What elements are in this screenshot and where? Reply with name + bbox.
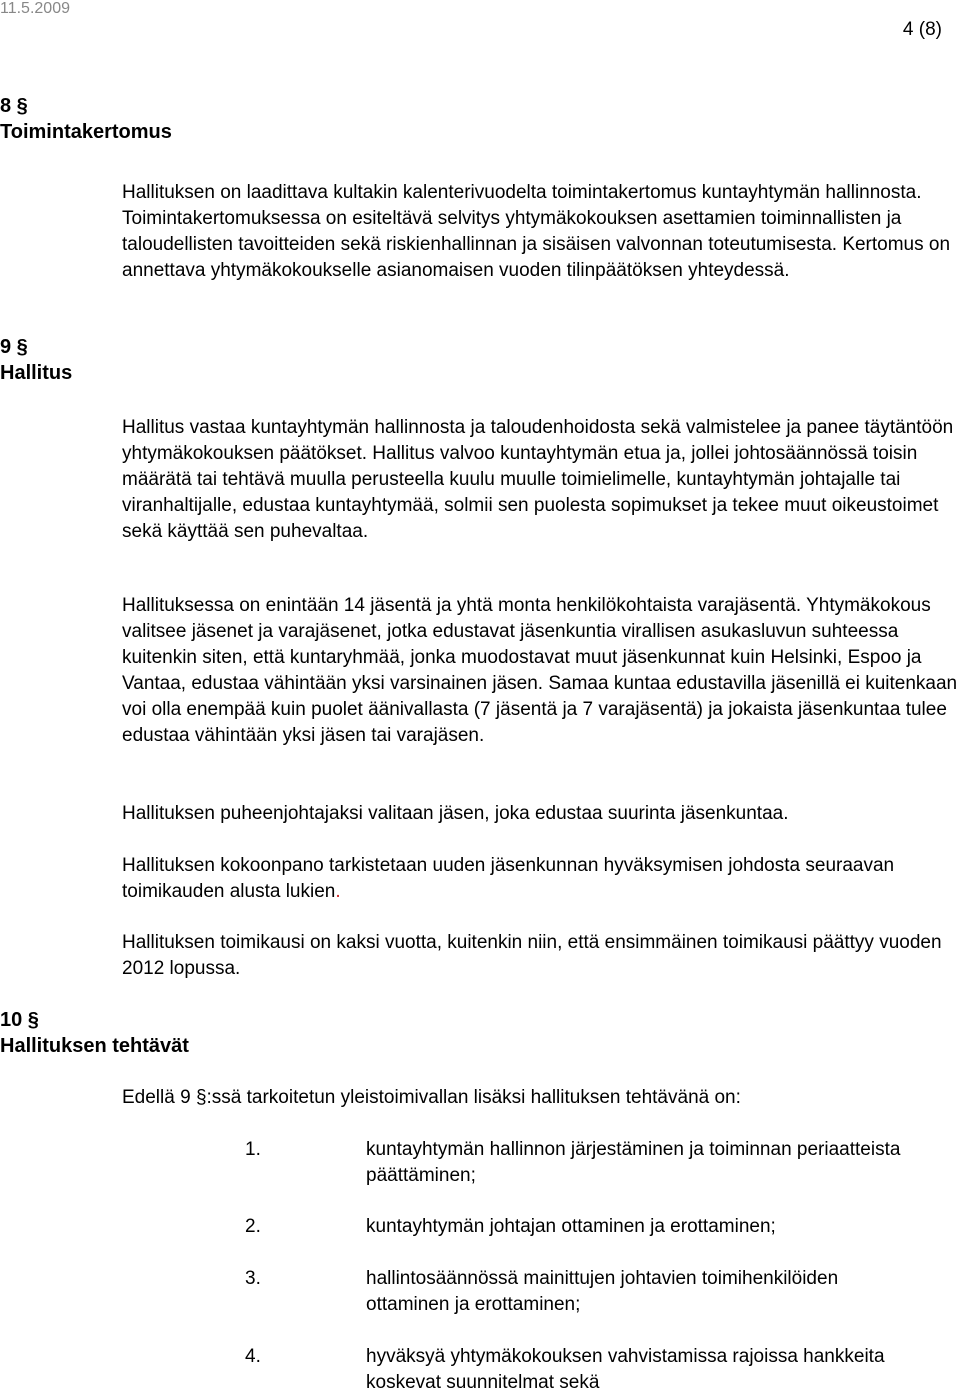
paragraph-chair: Hallituksen puheenjohtajaksi valitaan jäsen, joka edustaa suurinta jäsenkuntaa. (122, 803, 789, 824)
section-title: Hallitus (0, 362, 73, 384)
section-number: 9 § (0, 336, 28, 358)
paragraph-hallitus-composition: Hallituksessa on enintään 14 jäsentä ja yhtä monta henkilökohtaista varajäsentä. Yhtymäkokous valitsee jäsenet ja varajäsenet, jotka edustavat jäsenkuntia virallisen asukasluvun suhteessa kuitenkin siten, että kuntaryhmää, jonka muodostavat muut jäsenkunnat kuin Helsinki, Espoo ja Vantaa, edustaa vähintään yksi varsinainen jäsen. Samaa kuntaa edustavilla jäsenillä ei kuitenkaan voi olla enempää kuin puolet äänivallasta (7 jäsentä ja 7 varajäsentä) ja jokaista jäsenkuntaa tulee edustaa vähintään yksi jäsen tai varajäsen. (122, 595, 958, 746)
section-number: 10 § (0, 1009, 39, 1031)
list-item-text: kuntayhtymän johtajan ottaminen ja erottaminen; (366, 1216, 776, 1237)
document-date: 11.5.2009 (0, 0, 70, 17)
section-number: 8 § (0, 95, 28, 117)
list-item (0, 1214, 960, 1240)
list-item-text: hallintosäännössä mainittujen johtavien toimihenkilöiden ottaminen ja erottaminen; (366, 1268, 839, 1315)
section-title: Toimintakertomus (0, 121, 172, 143)
list-item (0, 1266, 960, 1318)
list-item (0, 1344, 960, 1391)
section-10-heading (0, 1007, 189, 1059)
paragraph-text: Hallituksen kokoonpano tarkistetaan uuden jäsenkunnan hyväksymisen johdosta seuraavan toimikauden alusta lukien (122, 855, 895, 902)
paragraph-end-mark: . (335, 881, 341, 902)
page-number: 4 (8) (902, 19, 942, 40)
paragraph-hallitus-duties: Hallitus vastaa kuntayhtymän hallinnosta ja taloudenhoidosta sekä valmistelee ja panee täytäntöön yhtymäkokouksen päätökset. Hallitus valvoo kuntayhtymän etua ja, jollei johtosäännössä toisin määrätä tai tehtävä muulla perusteella kuulu muulle toimielimelle, kuntayhtymän johtajalle tai viranhaltijalle, edustaa kuntayhtymää, solmii sen puolesta sopimukset ja tekee muut oikeustoimet sekä käyttää sen puhevaltaa. (122, 417, 954, 542)
paragraph-toimintakertomus: Hallituksen on laadittava kultakin kalenterivuodelta toimintakertomus kuntayhtymän hallinnosta. Toimintakertomuksessa on esiteltävä selvitys yhtymäkokouksen asettamien toiminnallisten ja taloudellisten tavoitteiden sekä riskienhallinnan ja sisäisen valvonnan toteutumisesta. Kertomus on annettava yhtymäkokoukselle asianomaisen vuoden tilinpäätöksen yhteydessä. (122, 182, 951, 281)
paragraph-tasks-intro: Edellä 9 §:ssä tarkoitetun yleistoimivallan lisäksi hallituksen tehtävänä on: (122, 1087, 741, 1108)
list-item-text: kuntayhtymän hallinnon järjestäminen ja toiminnan periaatteista päättäminen; (366, 1139, 901, 1186)
section-8-heading (0, 93, 172, 145)
list-item-number: 3. (245, 1268, 261, 1289)
list-item-number: 4. (245, 1346, 261, 1367)
list-item-number: 1. (245, 1139, 261, 1160)
list-item-number: 2. (245, 1216, 261, 1237)
section-9-heading (0, 334, 72, 386)
paragraph-composition-review (122, 853, 960, 905)
list-item (0, 1137, 960, 1189)
paragraph-term: Hallituksen toimikausi on kaksi vuotta, kuitenkin niin, että ensimmäinen toimikausi päättyy vuoden 2012 lopussa. (122, 932, 942, 979)
section-title: Hallituksen tehtävät (0, 1035, 189, 1057)
list-item-text: hyväksyä yhtymäkokouksen vahvistamissa rajoissa hankkeita koskevat suunnitelmat sekä (366, 1346, 885, 1393)
